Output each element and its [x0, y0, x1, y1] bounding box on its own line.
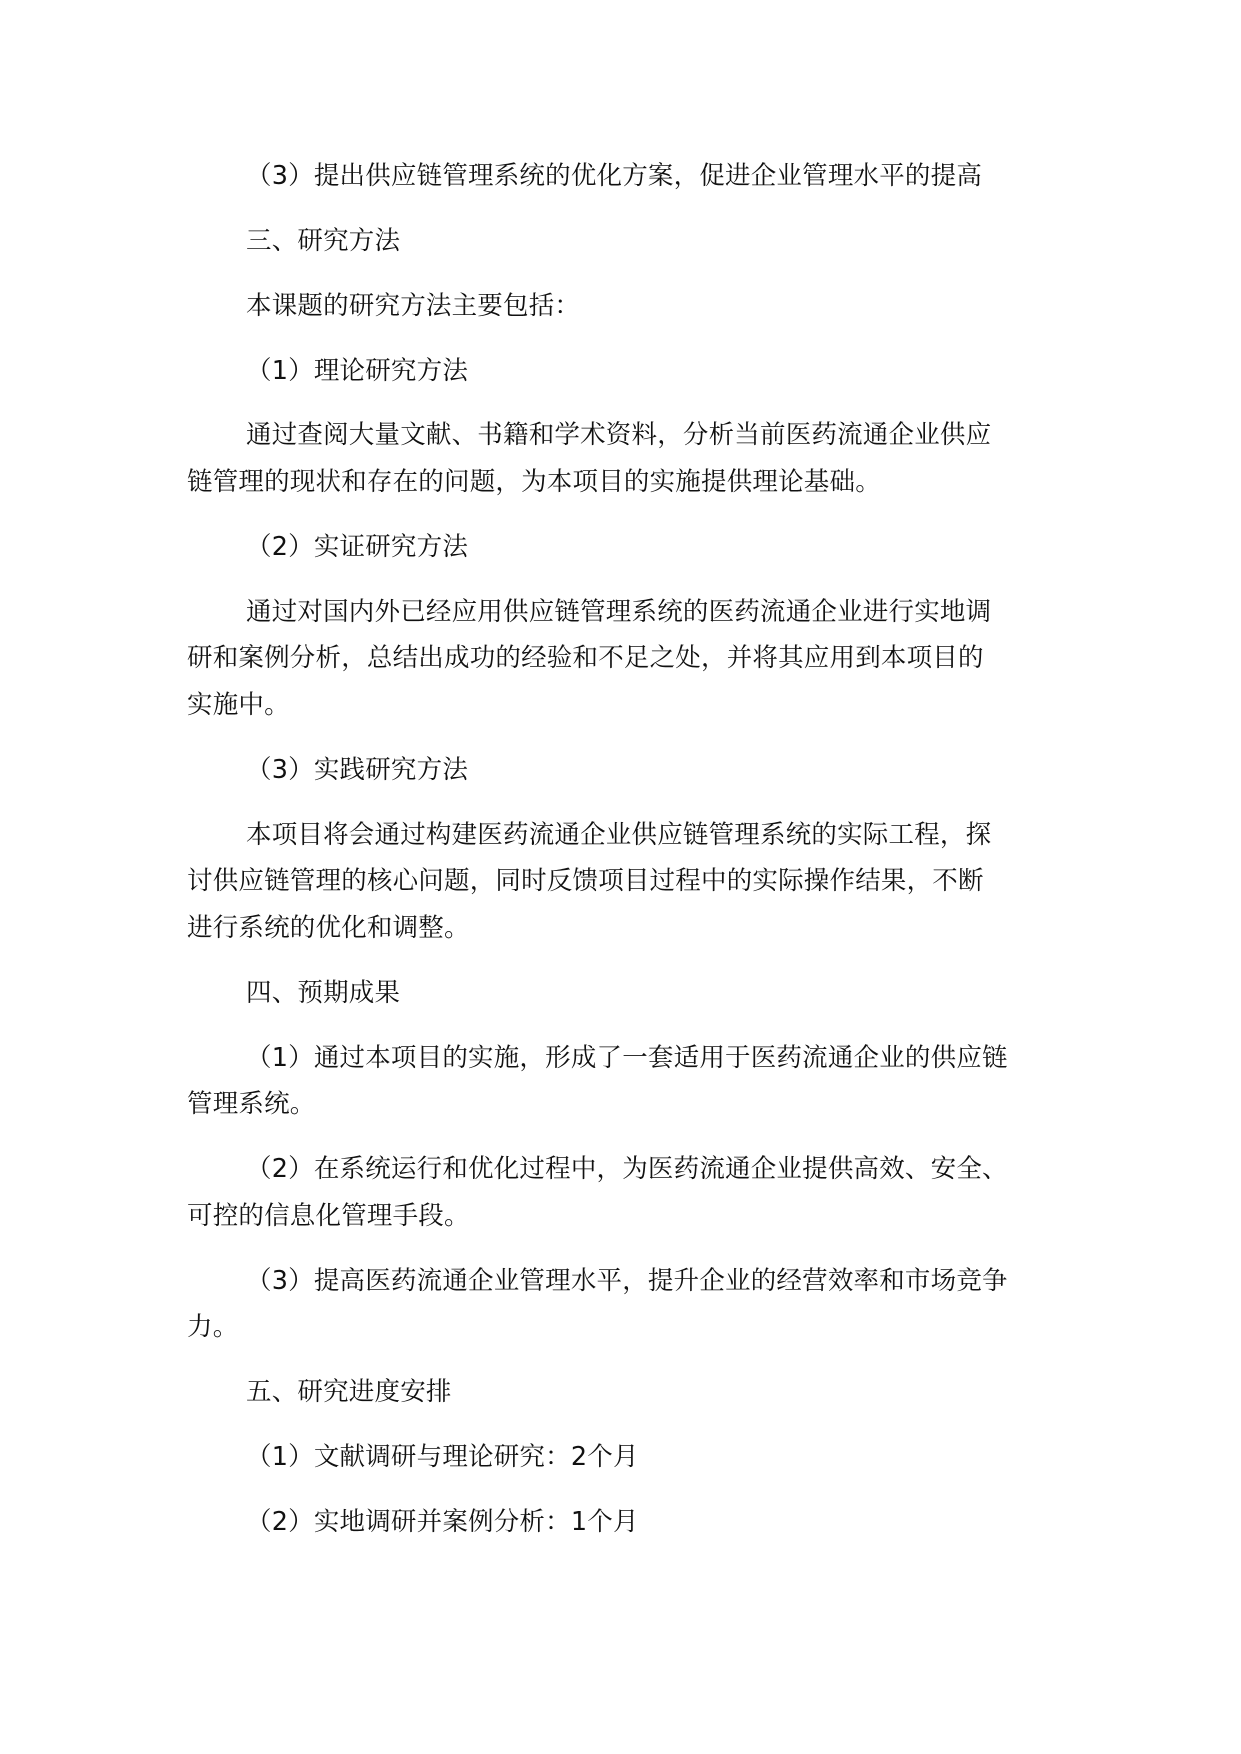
- method-2-text-line-3: 实施中。: [187, 690, 290, 720]
- method-2-text-line-2: 研和案例分析，总结出成功的经验和不足之处，并将其应用到本项目的: [187, 643, 984, 673]
- method-3-text-line-1: 本项目将会通过构建医药流通企业供应链管理系统的实际工程，探: [246, 820, 992, 850]
- result-3-line-2: 力。: [187, 1312, 239, 1342]
- section-heading-research-methods: 三、研究方法: [246, 226, 401, 256]
- section-heading-schedule: 五、研究进度安排: [246, 1377, 452, 1407]
- method-1-text-line-2: 链管理的现状和存在的问题，为本项目的实施提供理论基础。: [187, 467, 881, 497]
- result-2-line-2: 可控的信息化管理手段。: [187, 1201, 470, 1231]
- schedule-item-2: （2）实地调研并案例分析：1个月: [246, 1507, 639, 1537]
- method-3-text-line-3: 进行系统的优化和调整。: [187, 913, 470, 943]
- result-2-line-1: （2）在系统运行和优化过程中，为医药流通企业提供高效、安全、: [246, 1154, 1008, 1184]
- method-3-text-line-2: 讨供应链管理的核心问题，同时反馈项目过程中的实际操作结果，不断: [187, 866, 984, 896]
- method-2-heading: （2）实证研究方法: [246, 532, 469, 562]
- section-heading-expected-results: 四、预期成果: [246, 978, 401, 1008]
- method-3-heading: （3）实践研究方法: [246, 755, 469, 785]
- methods-intro-line: 本课题的研究方法主要包括：: [246, 291, 581, 321]
- method-2-text-line-1: 通过对国内外已经应用供应链管理系统的医药流通企业进行实地调: [246, 597, 992, 627]
- method-1-text-line-1: 通过查阅大量文献、书籍和学术资料，分析当前医药流通企业供应: [246, 420, 992, 450]
- method-1-heading: （1）理论研究方法: [246, 356, 469, 386]
- result-1-line-1: （1）通过本项目的实施，形成了一套适用于医药流通企业的供应链: [246, 1043, 1008, 1073]
- result-3-line-1: （3）提高医药流通企业管理水平，提升企业的经营效率和市场竞争: [246, 1266, 1008, 1296]
- objective-3-line: （3）提出供应链管理系统的优化方案，促进企业管理水平的提高: [246, 161, 983, 191]
- result-1-line-2: 管理系统。: [187, 1089, 316, 1119]
- schedule-item-1: （1）文献调研与理论研究：2个月: [246, 1442, 639, 1472]
